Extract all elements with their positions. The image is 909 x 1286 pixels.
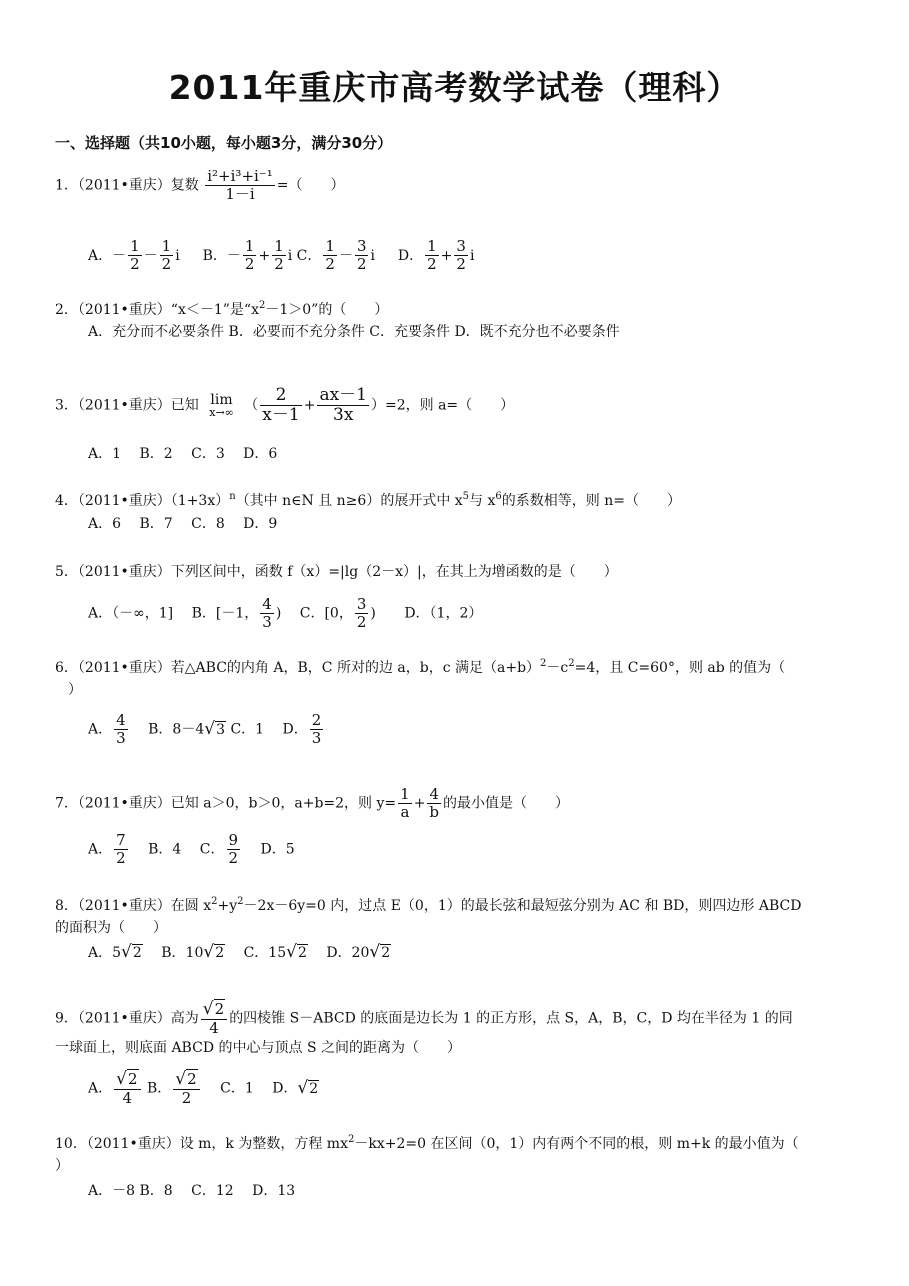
question-6: 6．（2011•重庆）若△ABC的内角 A，B，C 所对的边 a，b，c 满足$(a+b)^2-c^2=4$，且 C=60°，则 ab 的值为（: [55, 658, 786, 676]
question-7-options: A． $\frac{7}{2}$ B．4 C． $\frac{9}{2}$ D．5: [88, 831, 295, 867]
question-2: 2．（2011•重庆）“x＜－1”是“$x^2-1>0$”的（ ）: [55, 300, 389, 318]
question-9-cont: 一球面上，则底面 ABCD 的中心与顶点 S 之间的距离为（ ）: [55, 1040, 461, 1056]
option-c: C． $\frac{1}{2}$ － $\frac{3}{2}$ i: [296, 237, 375, 273]
option-a: A．－ $\frac{1}{2}$ － $\frac{1}{2}$ i: [88, 237, 180, 273]
question-3: 3．（2011•重庆）已知 lim x→∞ （ $\frac{2}{x-1}$ + $\frac{ax-1}{3x}$ ）=2，则 a=（ ）: [55, 385, 515, 425]
question-4-options: A．6 B．7 C．8 D．9: [88, 516, 278, 532]
section-heading: 一、选择题（共10小题，每小题3分，满分30分）: [55, 134, 393, 152]
question-9-options: A． $\frac{√2}{4}$ B． $\frac{√2}{2}$ C．1 D．√2: [88, 1069, 319, 1107]
question-5: 5．（2011•重庆）下列区间中，函数 f（x）=|lg（2－x）|，在其上为增函数的是（ ）: [55, 564, 618, 580]
question-8: 8．（2011•重庆）在圆 $x^2+y^2-2x-6y=0$ 内，过点 E（0，1）的最长弦和最短弦分别为 AC 和 BD，则四边形 ABCD: [55, 896, 802, 914]
option-b: B．－ $\frac{1}{2}$ + $\frac{1}{2}$ i: [202, 237, 293, 273]
q1-fraction: $\frac{\text{i²+i³+i⁻¹}}{1-i}$: [207, 167, 273, 203]
page-title: 2011年重庆市高考数学试卷（理科）: [168, 68, 741, 107]
question-2-options: A．充分而不必要条件 B．必要而不充分条件 C．充要条件 D．既不充分也不必要条件: [88, 324, 620, 340]
question-3-options: A．1 B．2 C．3 D．6: [88, 446, 278, 462]
question-4: 4．（2011•重庆）$(1+3x)^n$（其中 n∈N 且 n≥6）的展开式中 $x^5$与 $x^6$的系数相等，则 n=（ ）: [55, 491, 681, 509]
question-6-options: A． $\frac{4}{3}$ B．8－4√3 C．1 D． $\frac{2}{3}$: [88, 711, 322, 747]
option-d: D． $\frac{1}{2}$ + $\frac{3}{2}$ i: [397, 237, 475, 273]
question-1-options: [88, 238, 474, 273]
question-5-options: A．（－∞，1] B．[－1， $\frac{4}{3}$ ) C．[0， $\frac{3}{2}$ ) D．（1，2）: [88, 595, 483, 631]
question-10: 10．（2011•重庆）设 m，k 为整数，方程 $mx^2-kx+2=0$ 在区间（0，1）内有两个不同的根，则 m+k 的最小值为（: [55, 1134, 799, 1152]
question-10-options: A．－8 B．8 C．12 D．13: [88, 1183, 296, 1199]
question-7: 7．（2011•重庆）已知 a＞0，b＞0，a+b=2，则 y= $\frac{1}{a}$ + $\frac{4}{b}$ 的最小值是（ ）: [55, 785, 570, 821]
question-6-close: ）: [68, 682, 82, 698]
question-10-close: ）: [55, 1158, 69, 1174]
question-8-options: A．5√2 B．10√2 C．15√2 D．20√2: [88, 942, 391, 962]
limit-symbol: lim x→∞: [209, 392, 234, 419]
question-8-cont: 的面积为（ ）: [55, 920, 167, 936]
question-9: 9．（2011•重庆）高为 $\frac{√2}{4}$ 的四棱锥 S－ABCD 的底面是边长为 1 的正方形，点 S，A，B，C，D 均在半径为 1 的同: [55, 999, 793, 1037]
question-1: 1．（2011•重庆）复数 $\frac{\text{i²+i³+i⁻¹}}{1-i}$ =（ ）: [55, 167, 345, 203]
